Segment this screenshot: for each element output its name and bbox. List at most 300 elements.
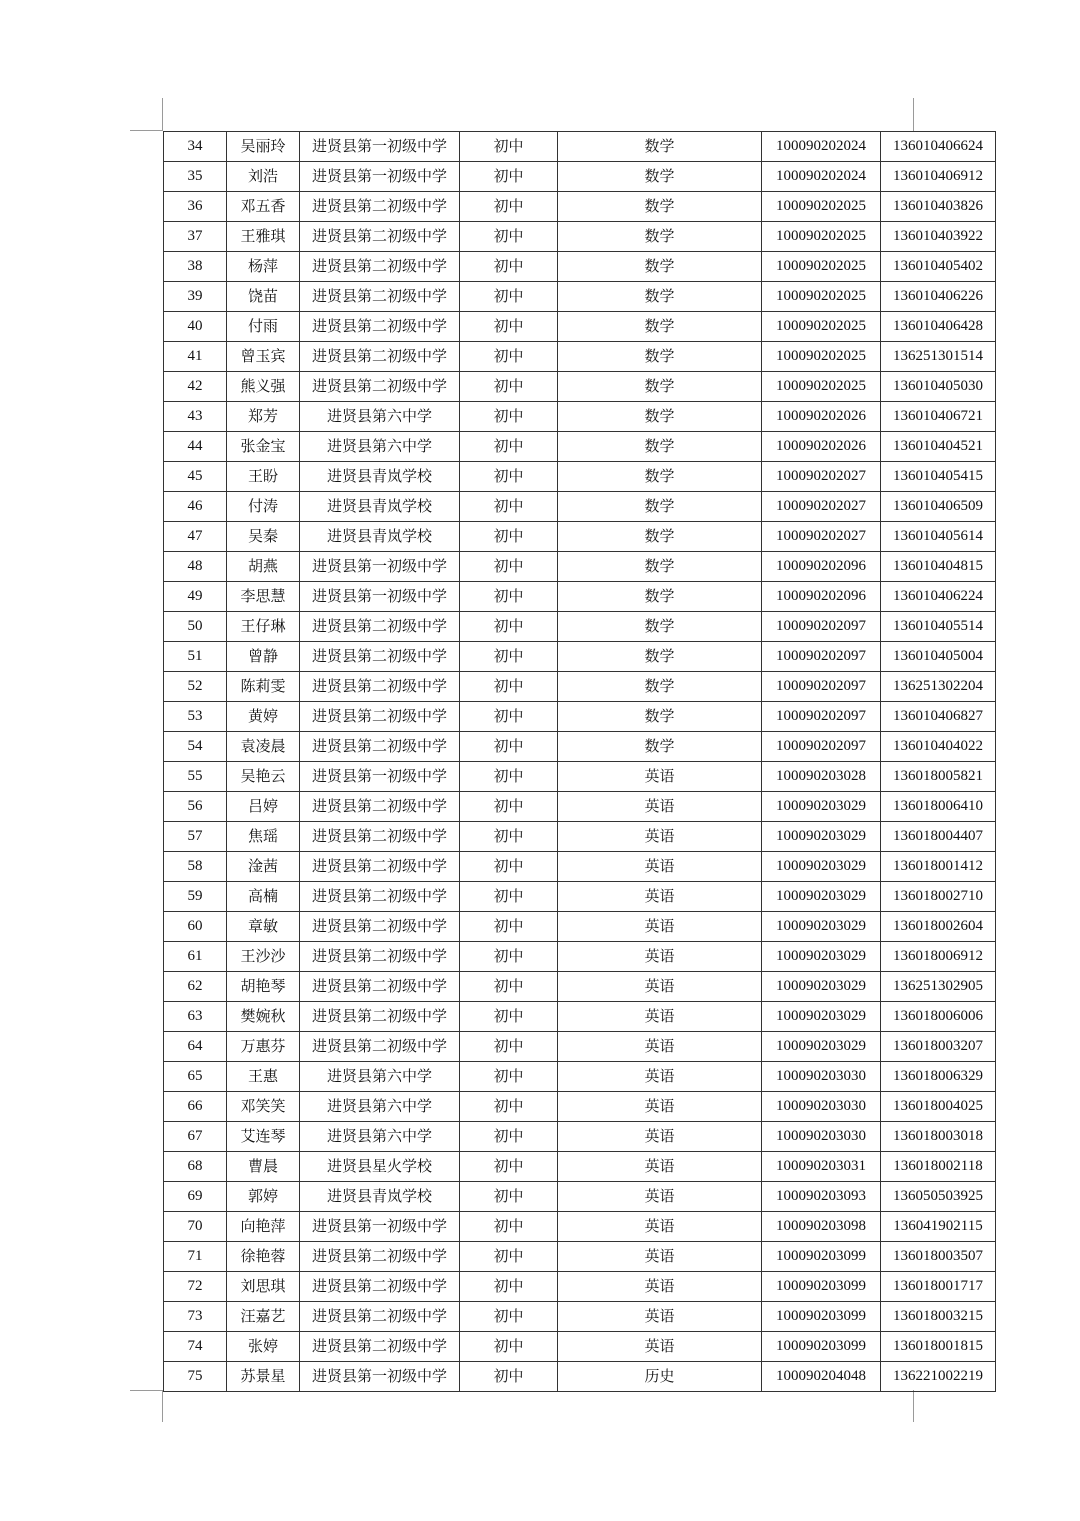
table-row — [164, 1182, 996, 1212]
ticket-number-cell: 136251302204 — [881, 672, 996, 702]
exam-code-cell: 100090203029 — [762, 912, 881, 942]
row-number-cell: 54 — [164, 732, 227, 762]
row-number-cell: 45 — [164, 462, 227, 492]
school-cell: 进贤县第二初级中学 — [300, 852, 460, 882]
school-cell: 进贤县第一初级中学 — [300, 1362, 460, 1392]
table-row — [164, 612, 996, 642]
table-row — [164, 282, 996, 312]
exam-code-cell: 100090203099 — [762, 1332, 881, 1362]
school-cell: 进贤县青岚学校 — [300, 462, 460, 492]
name-cell: 吴秦 — [227, 522, 300, 552]
ticket-number-cell: 136010403826 — [881, 192, 996, 222]
level-cell: 初中 — [460, 522, 558, 552]
level-cell: 初中 — [460, 852, 558, 882]
school-cell: 进贤县第一初级中学 — [300, 762, 460, 792]
subject-cell: 英语 — [558, 1152, 762, 1182]
level-cell: 初中 — [460, 282, 558, 312]
row-number-cell: 74 — [164, 1332, 227, 1362]
exam-code-cell: 100090202026 — [762, 432, 881, 462]
row-number-cell: 61 — [164, 942, 227, 972]
subject-cell: 英语 — [558, 852, 762, 882]
exam-code-cell: 100090203099 — [762, 1272, 881, 1302]
subject-cell: 英语 — [558, 792, 762, 822]
level-cell: 初中 — [460, 1092, 558, 1122]
subject-cell: 数学 — [558, 132, 762, 162]
subject-cell: 英语 — [558, 1182, 762, 1212]
exam-code-cell: 100090202025 — [762, 252, 881, 282]
level-cell: 初中 — [460, 582, 558, 612]
table-row — [164, 882, 996, 912]
ticket-number-cell: 136251301514 — [881, 342, 996, 372]
exam-code-cell: 100090203029 — [762, 852, 881, 882]
exam-code-cell: 100090202097 — [762, 672, 881, 702]
subject-cell: 英语 — [558, 1092, 762, 1122]
row-number-cell: 58 — [164, 852, 227, 882]
exam-code-cell: 100090202096 — [762, 582, 881, 612]
level-cell: 初中 — [460, 702, 558, 732]
name-cell: 吕婷 — [227, 792, 300, 822]
table-row — [164, 912, 996, 942]
school-cell: 进贤县第二初级中学 — [300, 942, 460, 972]
school-cell: 进贤县第二初级中学 — [300, 642, 460, 672]
exam-code-cell: 100090203030 — [762, 1092, 881, 1122]
roster-body — [164, 132, 996, 1392]
table-row — [164, 582, 996, 612]
school-cell: 进贤县第六中学 — [300, 1122, 460, 1152]
row-number-cell: 39 — [164, 282, 227, 312]
level-cell: 初中 — [460, 792, 558, 822]
ticket-number-cell: 136010403922 — [881, 222, 996, 252]
table-row — [164, 252, 996, 282]
exam-code-cell: 100090203029 — [762, 1002, 881, 1032]
ticket-number-cell: 136018003507 — [881, 1242, 996, 1272]
name-cell: 邓五香 — [227, 192, 300, 222]
level-cell: 初中 — [460, 252, 558, 282]
school-cell: 进贤县第二初级中学 — [300, 732, 460, 762]
name-cell: 吴丽玲 — [227, 132, 300, 162]
exam-code-cell: 100090202024 — [762, 132, 881, 162]
row-number-cell: 53 — [164, 702, 227, 732]
level-cell: 初中 — [460, 432, 558, 462]
row-number-cell: 71 — [164, 1242, 227, 1272]
ticket-number-cell: 136010406827 — [881, 702, 996, 732]
ticket-number-cell: 136041902115 — [881, 1212, 996, 1242]
exam-code-cell: 100090203098 — [762, 1212, 881, 1242]
level-cell: 初中 — [460, 1002, 558, 1032]
exam-code-cell: 100090202097 — [762, 702, 881, 732]
school-cell: 进贤县第二初级中学 — [300, 792, 460, 822]
exam-code-cell: 100090204048 — [762, 1362, 881, 1392]
school-cell: 进贤县第一初级中学 — [300, 582, 460, 612]
level-cell: 初中 — [460, 912, 558, 942]
name-cell: 王仔琳 — [227, 612, 300, 642]
table-row — [164, 492, 996, 522]
table-row — [164, 732, 996, 762]
level-cell: 初中 — [460, 942, 558, 972]
name-cell: 袁凌晨 — [227, 732, 300, 762]
table-row — [164, 132, 996, 162]
subject-cell: 数学 — [558, 702, 762, 732]
name-cell: 向艳萍 — [227, 1212, 300, 1242]
school-cell: 进贤县第二初级中学 — [300, 282, 460, 312]
exam-code-cell: 100090203029 — [762, 792, 881, 822]
row-number-cell: 36 — [164, 192, 227, 222]
row-number-cell: 59 — [164, 882, 227, 912]
exam-code-cell: 100090203028 — [762, 762, 881, 792]
exam-code-cell: 100090203029 — [762, 942, 881, 972]
name-cell: 万惠芬 — [227, 1032, 300, 1062]
row-number-cell: 38 — [164, 252, 227, 282]
school-cell: 进贤县青岚学校 — [300, 492, 460, 522]
table-row — [164, 1092, 996, 1122]
subject-cell: 数学 — [558, 552, 762, 582]
subject-cell: 英语 — [558, 912, 762, 942]
ticket-number-cell: 136018006912 — [881, 942, 996, 972]
level-cell: 初中 — [460, 1062, 558, 1092]
ticket-number-cell: 136018004025 — [881, 1092, 996, 1122]
subject-cell: 数学 — [558, 162, 762, 192]
row-number-cell: 55 — [164, 762, 227, 792]
exam-code-cell: 100090202027 — [762, 462, 881, 492]
table-row — [164, 162, 996, 192]
name-cell: 刘浩 — [227, 162, 300, 192]
row-number-cell: 48 — [164, 552, 227, 582]
name-cell: 郑芳 — [227, 402, 300, 432]
school-cell: 进贤县第二初级中学 — [300, 912, 460, 942]
table-row — [164, 1212, 996, 1242]
school-cell: 进贤县第二初级中学 — [300, 312, 460, 342]
level-cell: 初中 — [460, 1032, 558, 1062]
ticket-number-cell: 136010404815 — [881, 552, 996, 582]
subject-cell: 英语 — [558, 1302, 762, 1332]
school-cell: 进贤县第二初级中学 — [300, 252, 460, 282]
subject-cell: 英语 — [558, 882, 762, 912]
name-cell: 焦瑶 — [227, 822, 300, 852]
ticket-number-cell: 136010406721 — [881, 402, 996, 432]
school-cell: 进贤县第二初级中学 — [300, 1332, 460, 1362]
name-cell: 高楠 — [227, 882, 300, 912]
ticket-number-cell: 136010405402 — [881, 252, 996, 282]
level-cell: 初中 — [460, 1302, 558, 1332]
ticket-number-cell: 136018002118 — [881, 1152, 996, 1182]
ticket-number-cell: 136251302905 — [881, 972, 996, 1002]
table-row — [164, 642, 996, 672]
name-cell: 胡燕 — [227, 552, 300, 582]
name-cell: 付雨 — [227, 312, 300, 342]
level-cell: 初中 — [460, 1362, 558, 1392]
school-cell: 进贤县第二初级中学 — [300, 1032, 460, 1062]
table-row — [164, 552, 996, 582]
row-number-cell: 56 — [164, 792, 227, 822]
table-row — [164, 522, 996, 552]
exam-code-cell: 100090203030 — [762, 1122, 881, 1152]
exam-code-cell: 100090202096 — [762, 552, 881, 582]
school-cell: 进贤县第一初级中学 — [300, 162, 460, 192]
school-cell: 进贤县第六中学 — [300, 432, 460, 462]
level-cell: 初中 — [460, 612, 558, 642]
name-cell: 淦茜 — [227, 852, 300, 882]
exam-code-cell: 100090203029 — [762, 1032, 881, 1062]
school-cell: 进贤县第二初级中学 — [300, 972, 460, 1002]
level-cell: 初中 — [460, 1152, 558, 1182]
row-number-cell: 37 — [164, 222, 227, 252]
school-cell: 进贤县青岚学校 — [300, 522, 460, 552]
name-cell: 徐艳蓉 — [227, 1242, 300, 1272]
table-row — [164, 1122, 996, 1152]
row-number-cell: 43 — [164, 402, 227, 432]
level-cell: 初中 — [460, 192, 558, 222]
ticket-number-cell: 136018003215 — [881, 1302, 996, 1332]
table-row — [164, 792, 996, 822]
row-number-cell: 65 — [164, 1062, 227, 1092]
subject-cell: 数学 — [558, 492, 762, 522]
level-cell: 初中 — [460, 762, 558, 792]
subject-cell: 英语 — [558, 1002, 762, 1032]
name-cell: 邓笑笑 — [227, 1092, 300, 1122]
school-cell: 进贤县青岚学校 — [300, 1182, 460, 1212]
row-number-cell: 42 — [164, 372, 227, 402]
school-cell: 进贤县第二初级中学 — [300, 1302, 460, 1332]
subject-cell: 英语 — [558, 1242, 762, 1272]
row-number-cell: 40 — [164, 312, 227, 342]
ticket-number-cell: 136050503925 — [881, 1182, 996, 1212]
subject-cell: 数学 — [558, 282, 762, 312]
level-cell: 初中 — [460, 642, 558, 672]
table-row — [164, 432, 996, 462]
name-cell: 王雅琪 — [227, 222, 300, 252]
table-row — [164, 372, 996, 402]
row-number-cell: 34 — [164, 132, 227, 162]
school-cell: 进贤县第六中学 — [300, 402, 460, 432]
ticket-number-cell: 136010406509 — [881, 492, 996, 522]
table-row — [164, 192, 996, 222]
crop-mark-top-left-h — [130, 130, 163, 131]
exam-code-cell: 100090203029 — [762, 822, 881, 852]
level-cell: 初中 — [460, 1272, 558, 1302]
subject-cell: 数学 — [558, 342, 762, 372]
row-number-cell: 62 — [164, 972, 227, 1002]
ticket-number-cell: 136010406428 — [881, 312, 996, 342]
school-cell: 进贤县第二初级中学 — [300, 822, 460, 852]
name-cell: 王沙沙 — [227, 942, 300, 972]
table-row — [164, 462, 996, 492]
level-cell: 初中 — [460, 972, 558, 1002]
table-row — [164, 822, 996, 852]
crop-mark-bottom-left-h — [130, 1390, 163, 1391]
row-number-cell: 49 — [164, 582, 227, 612]
ticket-number-cell: 136018003018 — [881, 1122, 996, 1152]
school-cell: 进贤县第二初级中学 — [300, 702, 460, 732]
school-cell: 进贤县第二初级中学 — [300, 222, 460, 252]
name-cell: 付涛 — [227, 492, 300, 522]
school-cell: 进贤县第二初级中学 — [300, 342, 460, 372]
name-cell: 汪嘉艺 — [227, 1302, 300, 1332]
table-row — [164, 1062, 996, 1092]
row-number-cell: 60 — [164, 912, 227, 942]
name-cell: 曾玉宾 — [227, 342, 300, 372]
name-cell: 曾静 — [227, 642, 300, 672]
row-number-cell: 73 — [164, 1302, 227, 1332]
exam-code-cell: 100090202097 — [762, 732, 881, 762]
subject-cell: 数学 — [558, 522, 762, 552]
exam-code-cell: 100090202025 — [762, 222, 881, 252]
table-row — [164, 1002, 996, 1032]
subject-cell: 数学 — [558, 252, 762, 282]
school-cell: 进贤县第六中学 — [300, 1092, 460, 1122]
table-row — [164, 1242, 996, 1272]
exam-code-cell: 100090202097 — [762, 612, 881, 642]
school-cell: 进贤县第二初级中学 — [300, 1272, 460, 1302]
ticket-number-cell: 136018001815 — [881, 1332, 996, 1362]
name-cell: 王盼 — [227, 462, 300, 492]
subject-cell: 数学 — [558, 312, 762, 342]
level-cell: 初中 — [460, 132, 558, 162]
subject-cell: 数学 — [558, 402, 762, 432]
school-cell: 进贤县第一初级中学 — [300, 1212, 460, 1242]
table-row — [164, 222, 996, 252]
row-number-cell: 75 — [164, 1362, 227, 1392]
school-cell: 进贤县第六中学 — [300, 1062, 460, 1092]
subject-cell: 英语 — [558, 1122, 762, 1152]
level-cell: 初中 — [460, 1212, 558, 1242]
table-row — [164, 312, 996, 342]
row-number-cell: 47 — [164, 522, 227, 552]
name-cell: 樊婉秋 — [227, 1002, 300, 1032]
subject-cell: 数学 — [558, 462, 762, 492]
row-number-cell: 66 — [164, 1092, 227, 1122]
level-cell: 初中 — [460, 822, 558, 852]
level-cell: 初中 — [460, 462, 558, 492]
ticket-number-cell: 136010405514 — [881, 612, 996, 642]
name-cell: 郭婷 — [227, 1182, 300, 1212]
name-cell: 吴艳云 — [227, 762, 300, 792]
row-number-cell: 41 — [164, 342, 227, 372]
table-row — [164, 942, 996, 972]
ticket-number-cell: 136018001717 — [881, 1272, 996, 1302]
name-cell: 杨萍 — [227, 252, 300, 282]
subject-cell: 英语 — [558, 972, 762, 1002]
ticket-number-cell: 136018006329 — [881, 1062, 996, 1092]
ticket-number-cell: 136018005821 — [881, 762, 996, 792]
row-number-cell: 63 — [164, 1002, 227, 1032]
subject-cell: 数学 — [558, 672, 762, 702]
row-number-cell: 70 — [164, 1212, 227, 1242]
school-cell: 进贤县第二初级中学 — [300, 672, 460, 702]
crop-mark-bottom-right — [913, 1390, 914, 1422]
subject-cell: 数学 — [558, 612, 762, 642]
subject-cell: 英语 — [558, 942, 762, 972]
subject-cell: 数学 — [558, 642, 762, 672]
row-number-cell: 72 — [164, 1272, 227, 1302]
crop-mark-top-left — [162, 98, 163, 131]
row-number-cell: 52 — [164, 672, 227, 702]
table-row — [164, 1152, 996, 1182]
row-number-cell: 68 — [164, 1152, 227, 1182]
ticket-number-cell: 136010405004 — [881, 642, 996, 672]
ticket-number-cell: 136010405614 — [881, 522, 996, 552]
name-cell: 章敏 — [227, 912, 300, 942]
name-cell: 张婷 — [227, 1332, 300, 1362]
ticket-number-cell: 136010406224 — [881, 582, 996, 612]
row-number-cell: 67 — [164, 1122, 227, 1152]
name-cell: 王惠 — [227, 1062, 300, 1092]
level-cell: 初中 — [460, 402, 558, 432]
ticket-number-cell: 136221002219 — [881, 1362, 996, 1392]
ticket-number-cell: 136010405415 — [881, 462, 996, 492]
row-number-cell: 51 — [164, 642, 227, 672]
exam-code-cell: 100090202025 — [762, 312, 881, 342]
name-cell: 陈莉雯 — [227, 672, 300, 702]
row-number-cell: 57 — [164, 822, 227, 852]
level-cell: 初中 — [460, 672, 558, 702]
subject-cell: 数学 — [558, 732, 762, 762]
level-cell: 初中 — [460, 222, 558, 252]
subject-cell: 英语 — [558, 1062, 762, 1092]
exam-code-cell: 100090203029 — [762, 972, 881, 1002]
row-number-cell: 44 — [164, 432, 227, 462]
table-row — [164, 1032, 996, 1062]
subject-cell: 数学 — [558, 432, 762, 462]
subject-cell: 英语 — [558, 1212, 762, 1242]
level-cell: 初中 — [460, 732, 558, 762]
table-row — [164, 1272, 996, 1302]
school-cell: 进贤县第一初级中学 — [300, 132, 460, 162]
name-cell: 艾连琴 — [227, 1122, 300, 1152]
level-cell: 初中 — [460, 312, 558, 342]
row-number-cell: 64 — [164, 1032, 227, 1062]
table-row — [164, 1362, 996, 1392]
subject-cell: 数学 — [558, 192, 762, 222]
table-row — [164, 1302, 996, 1332]
exam-code-cell: 100090202097 — [762, 642, 881, 672]
ticket-number-cell: 136010406624 — [881, 132, 996, 162]
name-cell: 苏景星 — [227, 1362, 300, 1392]
exam-code-cell: 100090202025 — [762, 192, 881, 222]
ticket-number-cell: 136010404022 — [881, 732, 996, 762]
level-cell: 初中 — [460, 492, 558, 522]
ticket-number-cell: 136010405030 — [881, 372, 996, 402]
table-row — [164, 702, 996, 732]
name-cell: 黄婷 — [227, 702, 300, 732]
school-cell: 进贤县第二初级中学 — [300, 612, 460, 642]
exam-code-cell: 100090202026 — [762, 402, 881, 432]
school-cell: 进贤县第二初级中学 — [300, 192, 460, 222]
exam-code-cell: 100090202024 — [762, 162, 881, 192]
ticket-number-cell: 136018006006 — [881, 1002, 996, 1032]
subject-cell: 数学 — [558, 372, 762, 402]
table-row — [164, 972, 996, 1002]
level-cell: 初中 — [460, 1182, 558, 1212]
subject-cell: 英语 — [558, 1332, 762, 1362]
school-cell: 进贤县第二初级中学 — [300, 1242, 460, 1272]
school-cell: 进贤县第二初级中学 — [300, 1002, 460, 1032]
row-number-cell: 46 — [164, 492, 227, 522]
name-cell: 曹晨 — [227, 1152, 300, 1182]
level-cell: 初中 — [460, 552, 558, 582]
level-cell: 初中 — [460, 1242, 558, 1272]
ticket-number-cell: 136018003207 — [881, 1032, 996, 1062]
exam-code-cell: 100090203029 — [762, 882, 881, 912]
name-cell: 刘思琪 — [227, 1272, 300, 1302]
table-row — [164, 402, 996, 432]
exam-code-cell: 100090203093 — [762, 1182, 881, 1212]
table-row — [164, 852, 996, 882]
school-cell: 进贤县星火学校 — [300, 1152, 460, 1182]
exam-code-cell: 100090202025 — [762, 342, 881, 372]
row-number-cell: 69 — [164, 1182, 227, 1212]
ticket-number-cell: 136018002604 — [881, 912, 996, 942]
level-cell: 初中 — [460, 342, 558, 372]
